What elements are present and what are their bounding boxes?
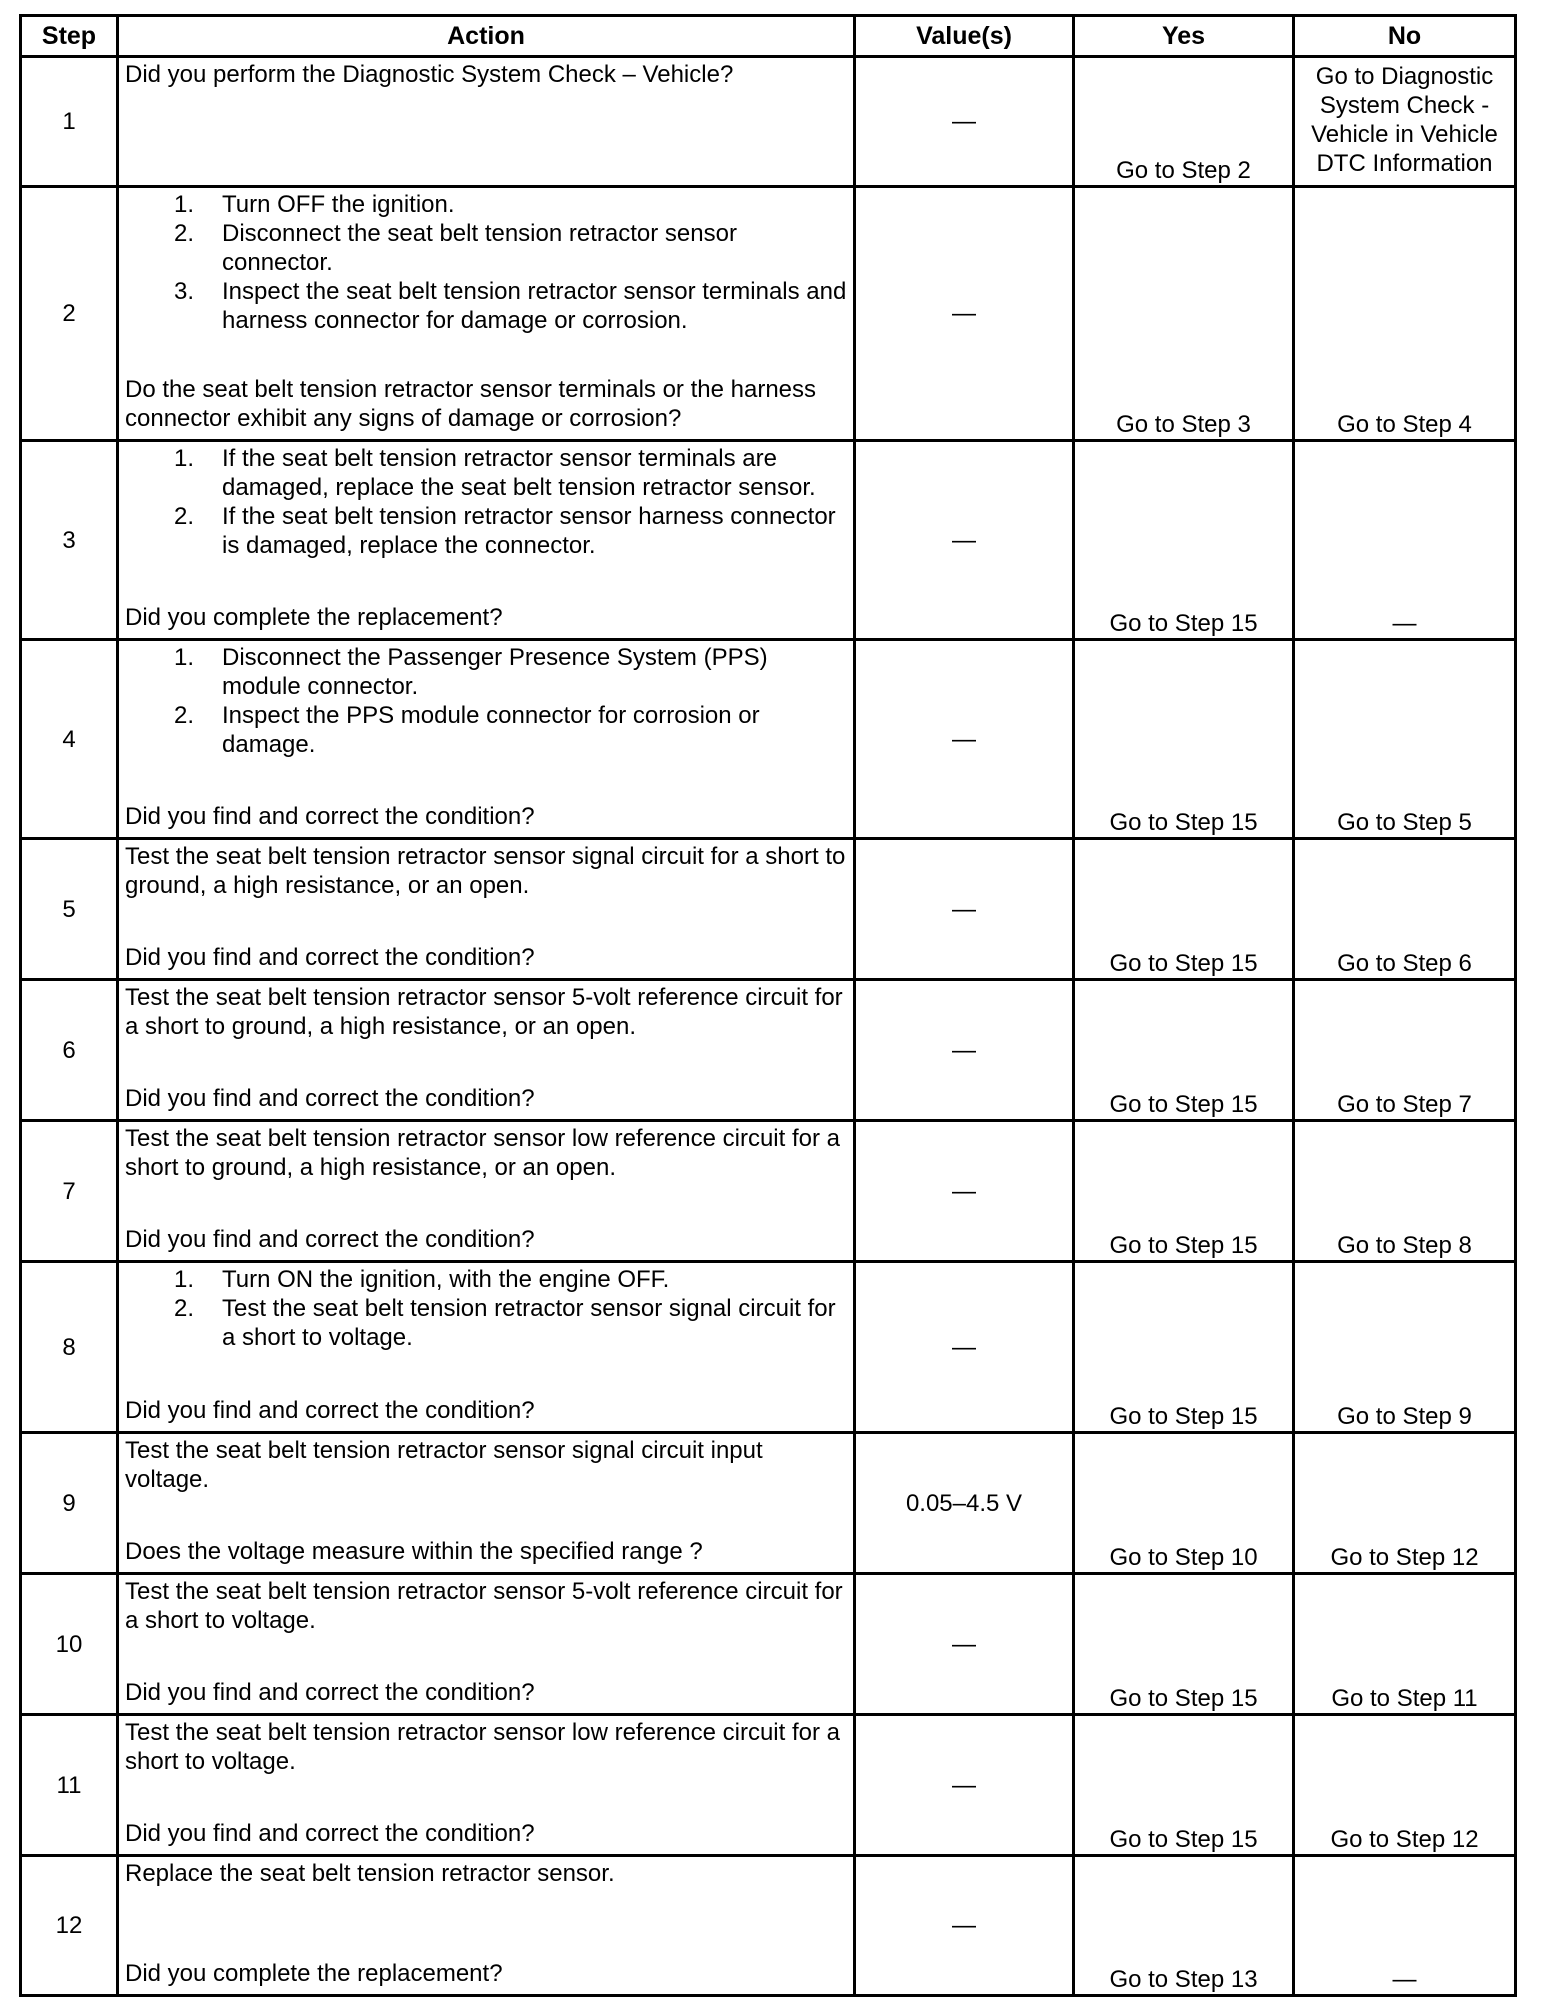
table-row — [21, 1262, 1516, 1433]
value-cell: — — [855, 640, 1074, 839]
action-text: Test the seat belt tension retractor sensor signal circuit for a short to ground, a high resistance, or an open. — [125, 843, 846, 899]
action-list — [125, 444, 847, 560]
action-item-number: 2. — [173, 702, 194, 729]
value-cell: — — [855, 839, 1074, 980]
no-cell: Go to Step 4 — [1294, 187, 1516, 441]
table-body — [21, 57, 1516, 1996]
table-row — [21, 640, 1516, 839]
header-action: Action — [118, 16, 855, 57]
header-yes: Yes — [1074, 16, 1294, 57]
table-row — [21, 441, 1516, 640]
header-row — [21, 16, 1516, 57]
action-question: Do the seat belt tension retractor sensor terminals or the harness connector exhibit any signs of damage or corrosion? — [125, 376, 817, 432]
action-cell — [118, 57, 855, 187]
value-cell: — — [855, 1121, 1074, 1262]
action-question: Did you find and correct the condition? — [125, 1397, 535, 1424]
no-cell: Go to Diagnostic System Check - Vehicle in Vehicle DTC Information — [1294, 57, 1516, 187]
table-row — [21, 980, 1516, 1121]
action-item-number: 2. — [173, 220, 194, 247]
action-list-item — [125, 190, 847, 219]
action-cell — [118, 441, 855, 640]
action-question: Did you complete the replacement? — [125, 1960, 503, 1987]
action-item-number: 1. — [173, 191, 194, 218]
value-cell: — — [855, 1262, 1074, 1433]
table-row — [21, 1433, 1516, 1574]
no-cell: Go to Step 8 — [1294, 1121, 1516, 1262]
action-item-text: Turn ON the ignition, with the engine OFF. — [222, 1266, 670, 1293]
action-text: Test the seat belt tension retractor sensor low reference circuit for a short to voltage. — [125, 1719, 840, 1775]
action-item-text: Disconnect the Passenger Presence System (PPS) module connector. — [222, 644, 768, 700]
step-number: 6 — [21, 980, 118, 1121]
step-number: 11 — [21, 1715, 118, 1856]
action-item-number: 2. — [173, 503, 194, 530]
action-list-item — [125, 1294, 847, 1352]
value-cell: 0.05–4.5 V — [855, 1433, 1074, 1574]
action-item-number: 2. — [173, 1295, 194, 1322]
action-list — [125, 1265, 847, 1352]
yes-cell: Go to Step 15 — [1074, 839, 1294, 980]
action-item-text: Disconnect the seat belt tension retractor sensor connector. — [222, 220, 737, 276]
header-no: No — [1294, 16, 1516, 57]
yes-cell: Go to Step 15 — [1074, 1574, 1294, 1715]
step-number: 7 — [21, 1121, 118, 1262]
action-cell — [118, 187, 855, 441]
step-number: 9 — [21, 1433, 118, 1574]
no-cell: Go to Step 5 — [1294, 640, 1516, 839]
value-cell: — — [855, 980, 1074, 1121]
action-item-text: Inspect the PPS module connector for corrosion or damage. — [222, 702, 760, 758]
action-question: Did you find and correct the condition? — [125, 1820, 535, 1847]
no-cell: Go to Step 6 — [1294, 839, 1516, 980]
action-question: Did you find and correct the condition? — [125, 1679, 535, 1706]
no-cell: Go to Step 12 — [1294, 1715, 1516, 1856]
step-number: 2 — [21, 187, 118, 441]
value-cell: — — [855, 1715, 1074, 1856]
header-step: Step — [21, 16, 118, 57]
table-row — [21, 1121, 1516, 1262]
value-cell: — — [855, 1574, 1074, 1715]
no-cell: — — [1294, 441, 1516, 640]
action-cell — [118, 839, 855, 980]
value-cell: — — [855, 441, 1074, 640]
yes-cell: Go to Step 2 — [1074, 57, 1294, 187]
yes-cell: Go to Step 15 — [1074, 640, 1294, 839]
action-question: Did you find and correct the condition? — [125, 1085, 535, 1112]
action-list-item — [125, 277, 847, 335]
table-row — [21, 1574, 1516, 1715]
action-list — [125, 190, 847, 335]
no-cell: — — [1294, 1856, 1516, 1996]
action-cell — [118, 1121, 855, 1262]
step-number: 1 — [21, 57, 118, 187]
yes-cell: Go to Step 15 — [1074, 441, 1294, 640]
action-text: Test the seat belt tension retractor sensor 5-volt reference circuit for a short to ground, a high resistance, or an open. — [125, 984, 843, 1040]
no-cell: Go to Step 7 — [1294, 980, 1516, 1121]
action-list-item — [125, 502, 847, 560]
action-cell — [118, 1856, 855, 1996]
value-cell: — — [855, 57, 1074, 187]
step-number: 3 — [21, 441, 118, 640]
value-cell: — — [855, 1856, 1074, 1996]
action-question: Does the voltage measure within the specified range ? — [125, 1538, 703, 1565]
action-list-item — [125, 1265, 847, 1294]
value-cell: — — [855, 187, 1074, 441]
diagnostic-table — [19, 14, 1517, 1997]
action-item-text: If the seat belt tension retractor sensor harness connector is damaged, replace the connector. — [222, 503, 836, 559]
action-text: Test the seat belt tension retractor sensor low reference circuit for a short to ground, a high resistance, or an open. — [125, 1125, 840, 1181]
yes-cell: Go to Step 13 — [1074, 1856, 1294, 1996]
table-row — [21, 839, 1516, 980]
action-text: Replace the seat belt tension retractor sensor. — [125, 1860, 615, 1887]
action-cell — [118, 1433, 855, 1574]
yes-cell: Go to Step 15 — [1074, 1121, 1294, 1262]
action-item-text: If the seat belt tension retractor sensor terminals are damaged, replace the seat belt tension retractor sensor. — [222, 445, 816, 501]
table-row — [21, 1856, 1516, 1996]
action-item-number: 1. — [173, 445, 194, 472]
action-cell — [118, 1574, 855, 1715]
action-question: Did you find and correct the condition? — [125, 803, 535, 830]
yes-cell: Go to Step 15 — [1074, 1715, 1294, 1856]
step-number: 10 — [21, 1574, 118, 1715]
step-number: 4 — [21, 640, 118, 839]
step-number: 5 — [21, 839, 118, 980]
step-number: 8 — [21, 1262, 118, 1433]
action-item-number: 1. — [173, 644, 194, 671]
action-item-number: 3. — [173, 278, 194, 305]
yes-cell: Go to Step 15 — [1074, 1262, 1294, 1433]
action-item-text: Turn OFF the ignition. — [222, 191, 455, 218]
action-list — [125, 643, 847, 759]
action-text: Test the seat belt tension retractor sensor 5-volt reference circuit for a short to voltage. — [125, 1578, 843, 1634]
action-cell — [118, 1715, 855, 1856]
header-values: Value(s) — [855, 16, 1074, 57]
table-row — [21, 187, 1516, 441]
action-list-item — [125, 701, 847, 759]
table-row — [21, 57, 1516, 187]
yes-cell: Go to Step 3 — [1074, 187, 1294, 441]
action-list-item — [125, 444, 847, 502]
action-text: Test the seat belt tension retractor sensor signal circuit input voltage. — [125, 1437, 763, 1493]
action-question: Did you complete the replacement? — [125, 604, 503, 631]
no-cell: Go to Step 9 — [1294, 1262, 1516, 1433]
yes-cell: Go to Step 10 — [1074, 1433, 1294, 1574]
action-cell — [118, 640, 855, 839]
no-cell: Go to Step 11 — [1294, 1574, 1516, 1715]
action-list-item — [125, 643, 847, 701]
action-cell — [118, 1262, 855, 1433]
yes-cell: Go to Step 15 — [1074, 980, 1294, 1121]
action-list-item — [125, 219, 847, 277]
table-row — [21, 1715, 1516, 1856]
action-question: Did you find and correct the condition? — [125, 1226, 535, 1253]
action-item-text: Test the seat belt tension retractor sensor signal circuit for a short to voltage. — [222, 1295, 836, 1351]
action-question: Did you find and correct the condition? — [125, 944, 535, 971]
action-text: Did you perform the Diagnostic System Check – Vehicle? — [125, 61, 734, 88]
step-number: 12 — [21, 1856, 118, 1996]
action-item-number: 1. — [173, 1266, 194, 1293]
no-cell: Go to Step 12 — [1294, 1433, 1516, 1574]
action-cell — [118, 980, 855, 1121]
action-item-text: Inspect the seat belt tension retractor sensor terminals and harness connector for damage or corrosion. — [222, 278, 847, 334]
